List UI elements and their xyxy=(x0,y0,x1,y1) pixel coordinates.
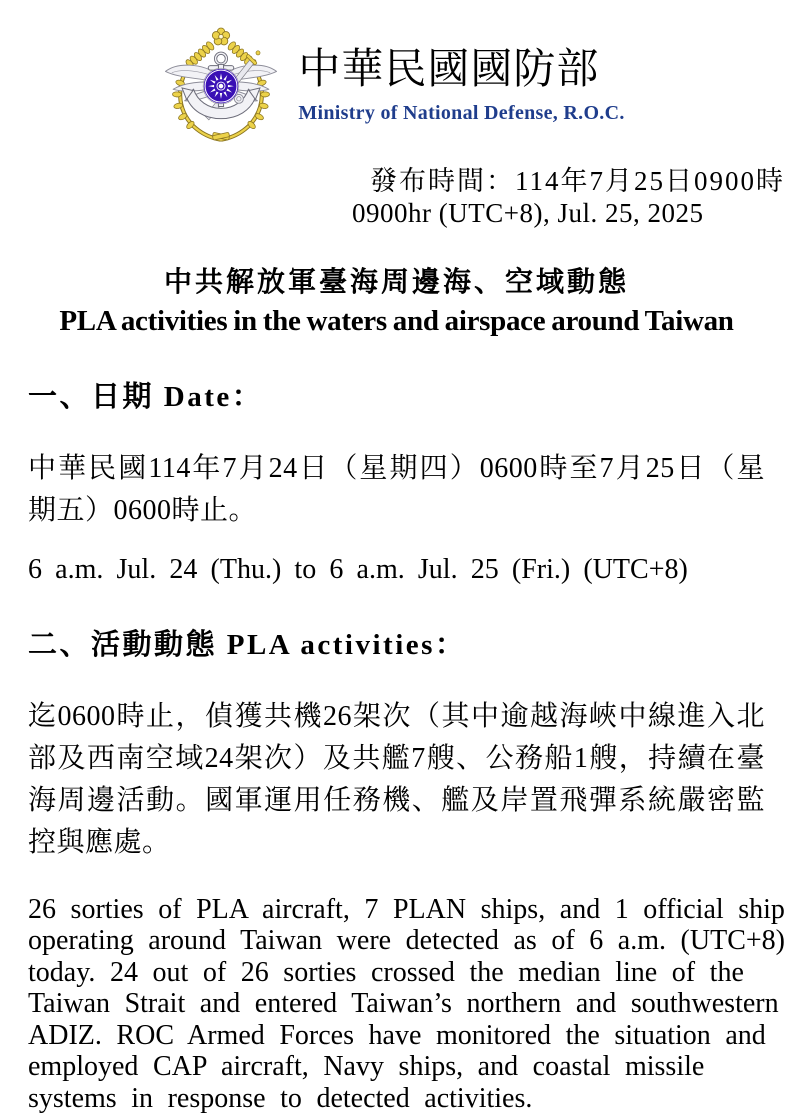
document-title-en: PLA activities in the waters and airspace around Taiwan xyxy=(59,304,734,337)
section-heading-activities: 二、活動動態 PLA activities： xyxy=(28,628,467,661)
mnd-emblem xyxy=(154,24,288,157)
text-line: operating around Taiwan were detected as of 6 a.m. (UTC+8) xyxy=(28,925,785,957)
text-line: 控與應處。 xyxy=(28,826,171,858)
section-heading-date: 一、日期 Date： xyxy=(28,380,264,413)
text-line: 期五）0600時止。 xyxy=(28,494,258,526)
text-line: 迄0600時止，偵獲共機26架次（其中逾越海峽中線進入北 xyxy=(28,700,765,732)
activities-paragraph-zh xyxy=(28,696,765,864)
activities-paragraph-en xyxy=(28,893,785,1115)
document-title-zh: 中共解放軍臺海周邊海、空域動態 xyxy=(163,266,629,298)
text-line: 中華民國114年7月24日（星期四）0600時至7月25日（星 xyxy=(28,452,765,484)
text-line: 26 sorties of PLA aircraft, 7 PLAN ships, and 1 official ship xyxy=(28,893,785,925)
org-name-zh: 中華民國國防部 xyxy=(298,47,600,93)
text-line: systems in response to detected activities. xyxy=(28,1082,533,1114)
text-line: ADIZ. ROC Armed Forces have monitored the situation and xyxy=(28,1019,766,1051)
mnd-emblem-icon xyxy=(154,24,288,152)
date-paragraph-en: 6 a.m. Jul. 24 (Thu.) to 6 a.m. Jul. 25 (Fri.) (UTC+8) xyxy=(28,553,688,585)
document-header xyxy=(14,24,765,157)
text-line: employed CAP aircraft, Navy ships, and coastal missile xyxy=(28,1051,705,1083)
release-time-block xyxy=(352,165,785,230)
text-line: Taiwan Strait and entered Taiwan’s northern and southwestern xyxy=(28,988,779,1020)
text-line: 部及西南空域24架次）及共艦7艘、公務船1艘，持續在臺 xyxy=(28,742,765,774)
date-paragraph-zh xyxy=(28,448,765,532)
document-title xyxy=(28,260,765,338)
release-time-zh: 發布時間：114年7月25日0900時 xyxy=(370,166,785,196)
text-line: 海周邊活動。國軍運用任務機、艦及岸置飛彈系統嚴密監 xyxy=(28,784,765,816)
release-time-en: 0900hr (UTC+8), Jul. 25, 2025 xyxy=(352,198,704,229)
org-name-block xyxy=(298,24,624,125)
text-line: today. 24 out of 26 sorties crossed the median line of the xyxy=(28,956,744,988)
org-name-en: Ministry of National Defense, R.O.C. xyxy=(298,102,625,125)
